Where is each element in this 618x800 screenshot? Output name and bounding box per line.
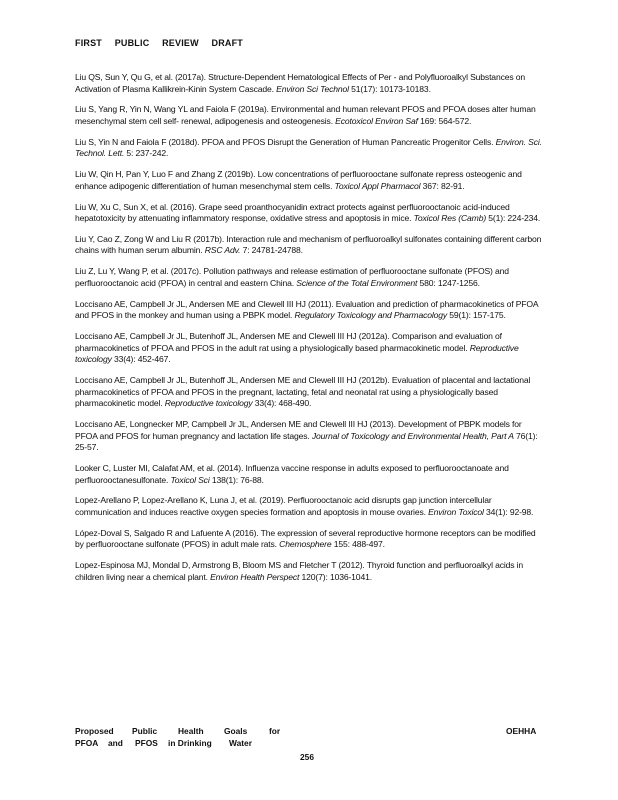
footer-word: PFOS — [135, 737, 158, 748]
reference-journal: Environ Toxicol — [428, 506, 484, 517]
reference-entry — [75, 169, 545, 192]
reference-text: Liu Y, Cao Z, Zong W and Liu R (2017b). Interaction rule and mechanism of perfluoroalkyl sulfonates containing different carbon chains with human serum albumin. — [75, 233, 542, 256]
footer-word: Goals — [224, 726, 248, 736]
reference-journal: Reproductive toxicology — [75, 342, 519, 365]
reference-entry — [75, 299, 545, 322]
reference-journal: RSC Adv. — [204, 245, 241, 256]
reference-entry — [75, 528, 545, 551]
reference-list — [75, 72, 545, 592]
reference-entry — [75, 72, 545, 95]
footer-word: Public — [132, 726, 158, 736]
reference-journal: Environ. Sci. Technol. Lett. — [75, 136, 542, 159]
reference-entry — [75, 202, 545, 225]
reference-citation: 33(4): 452-467. — [111, 354, 171, 365]
reference-citation: 138(1): 76-88. — [209, 474, 264, 485]
reference-text: Looker C, Luster MI, Calafat AM, et al. (2014). Influenza vaccine response in adults exposed to perfluorooctanoate and perfluorooctanesulfonate. — [75, 462, 509, 485]
reference-citation: 51(17): 10173-10183. — [348, 83, 431, 94]
reference-text: Liu W, Qin H, Pan Y, Luo F and Zhang Z (2019b). Low concentrations of perfluorooctane sulfonate repress osteogenic and enhance adipogenic differentiation of human mesenchymal stem cells. — [75, 169, 522, 191]
reference-citation: 76(1): 25-57. — [75, 430, 538, 453]
reference-entry — [75, 331, 545, 366]
reference-journal: Ecotoxicol Environ Saf — [335, 115, 418, 126]
reference-citation: 120(7): 1036-1041. — [299, 571, 372, 582]
header-draft-label: FIRST PUBLIC REVIEW DRAFT — [75, 38, 243, 48]
reference-citation: 155: 488-497. — [331, 539, 385, 550]
reference-journal: Environ Sci Technol — [276, 83, 349, 94]
reference-text: Liu W, Xu C, Sun X, et al. (2016). Grape seed proanthocyanidin extract protects against perfluorooctanoic acid-induced hepatotoxicity by attenuating inflammatory response, oxidative stress and apoptosis in mice. — [75, 201, 510, 224]
reference-entry — [75, 104, 545, 127]
reference-citation: 59(1): 157-175. — [447, 310, 506, 321]
reference-text: Loccisano AE, Campbell Jr JL, Butenhoff JL, Andersen ME and Clewell III HJ (2012b). Evaluation of placental and lactational pharmacokinetics of PFOA and PFOS in the pregnant, lactating, fetal and neonatal rat using a physiologically based pharmacokinetic model. — [75, 374, 531, 409]
reference-journal: Science of the Total Environment — [296, 277, 418, 288]
footer-word: for — [269, 726, 281, 736]
footer-word: in Drinking — [168, 737, 212, 748]
reference-text: López-Doval S, Salgado R and Lafuente A (2016). The expression of several reproductive hormone receptors can be modified by perfluorooctane sulfonate (PFOS) in adult male rats. — [75, 527, 536, 550]
reference-journal: Chemosphere — [279, 539, 332, 550]
footer-word: Water — [229, 737, 252, 748]
reference-entry — [75, 266, 545, 289]
footer-word: PFOA — [75, 737, 99, 748]
reference-entry — [75, 495, 545, 518]
footer-title-line-2 — [75, 738, 280, 750]
footer-title-line-1 — [75, 726, 280, 738]
reference-text: Liu Z, Lu Y, Wang P, et al. (2017c). Pollution pathways and release estimation of perfluorooctane sulfonate (PFOS) and perfluorooctanoic acid (PFOA) in central and eastern China. — [75, 266, 509, 288]
reference-citation: 34(1): 92-98. — [483, 506, 534, 517]
reference-text: Lopez-Arellano P, Lopez-Arellano K, Luna J, et al. (2019). Perfluorooctanoic acid disrupts gap junction intercellular communication and induces reactive oxygen species formation and apoptosis in mouse ovaries. — [75, 495, 492, 517]
reference-citation: 5: 237-242. — [124, 148, 169, 159]
reference-journal: Toxicol Appl Pharmacol — [334, 180, 421, 191]
reference-entry — [75, 419, 545, 454]
reference-journal: Regulatory Toxicology and Pharmacology — [294, 310, 448, 321]
reference-citation: 580: 1247-1256. — [417, 277, 480, 288]
reference-entry — [75, 375, 545, 410]
reference-text: Liu S, Yin N and Faiola F (2018d). PFOA and PFOS Disrupt the Generation of Human Pancreatic Progenitor Cells. — [75, 136, 496, 147]
reference-entry — [75, 463, 545, 486]
reference-citation: 5(1): 224-234. — [486, 213, 541, 224]
footer-word: Health — [178, 726, 204, 736]
reference-entry — [75, 234, 545, 257]
footer-word: Proposed — [75, 726, 114, 736]
reference-journal: Toxicol Sci — [170, 474, 210, 485]
reference-citation: 367: 82-91. — [420, 180, 465, 191]
reference-journal: Journal of Toxicology and Environmental Health, Part A — [311, 430, 514, 441]
reference-journal: Environ Health Perspect — [210, 571, 300, 582]
footer-document-title — [75, 726, 280, 749]
reference-entry — [75, 560, 545, 583]
reference-citation: 169: 564-572. — [417, 115, 472, 126]
footer-agency: OEHHA — [506, 726, 537, 736]
reference-text: Liu QS, Sun Y, Qu G, et al. (2017a). Structure-Dependent Hematological Effects of Per - and Polyfluoroalkyl Substances on Activation of Plasma Kallikrein-Kinin System Cascade. — [75, 72, 525, 94]
reference-text: Lopez-Espinosa MJ, Mondal D, Armstrong B, Bloom MS and Fletcher T (2012). Thyroid function and perfluoroalkyl acids in children living near a chemical plant. — [75, 560, 524, 582]
reference-entry — [75, 137, 545, 160]
reference-text: Loccisano AE, Campbell Jr JL, Butenhoff JL, Andersen ME and Clewell III HJ (2012a). Comparison and evaluation of pharmacokinetics of PFOA and PFOS in the adult rat using a physiologically based pharmacokinetic model. — [75, 331, 502, 353]
reference-citation: 33(4): 468-490. — [252, 398, 312, 409]
reference-text: Loccisano AE, Longnecker MP, Campbell Jr JL, Andersen ME and Clewell III HJ (2013). Development of PBPK models for PFOA and PFOS for human pregnancy and lactation life stages. — [75, 418, 522, 441]
reference-citation: 7: 24781-24788. — [240, 245, 303, 256]
reference-text: Liu S, Yang R, Yin N, Wang YL and Faiola F (2019a). Environmental and human relevant PFOS and PFOA doses alter human mesenchymal stem cell self- renewal, adipogenesis and osteogenesis. — [75, 104, 536, 126]
footer-word: and — [108, 737, 123, 748]
reference-journal: Reproductive toxicology — [164, 398, 253, 409]
page-number: 256 — [300, 752, 314, 762]
reference-journal: Toxicol Res (Camb) — [413, 213, 487, 224]
reference-text: Loccisano AE, Campbell Jr JL, Andersen ME and Clewell III HJ (2011). Evaluation and prediction of pharmacokinetics of PFOA and PFOS in the monkey and human using a PBPK model. — [75, 298, 539, 321]
